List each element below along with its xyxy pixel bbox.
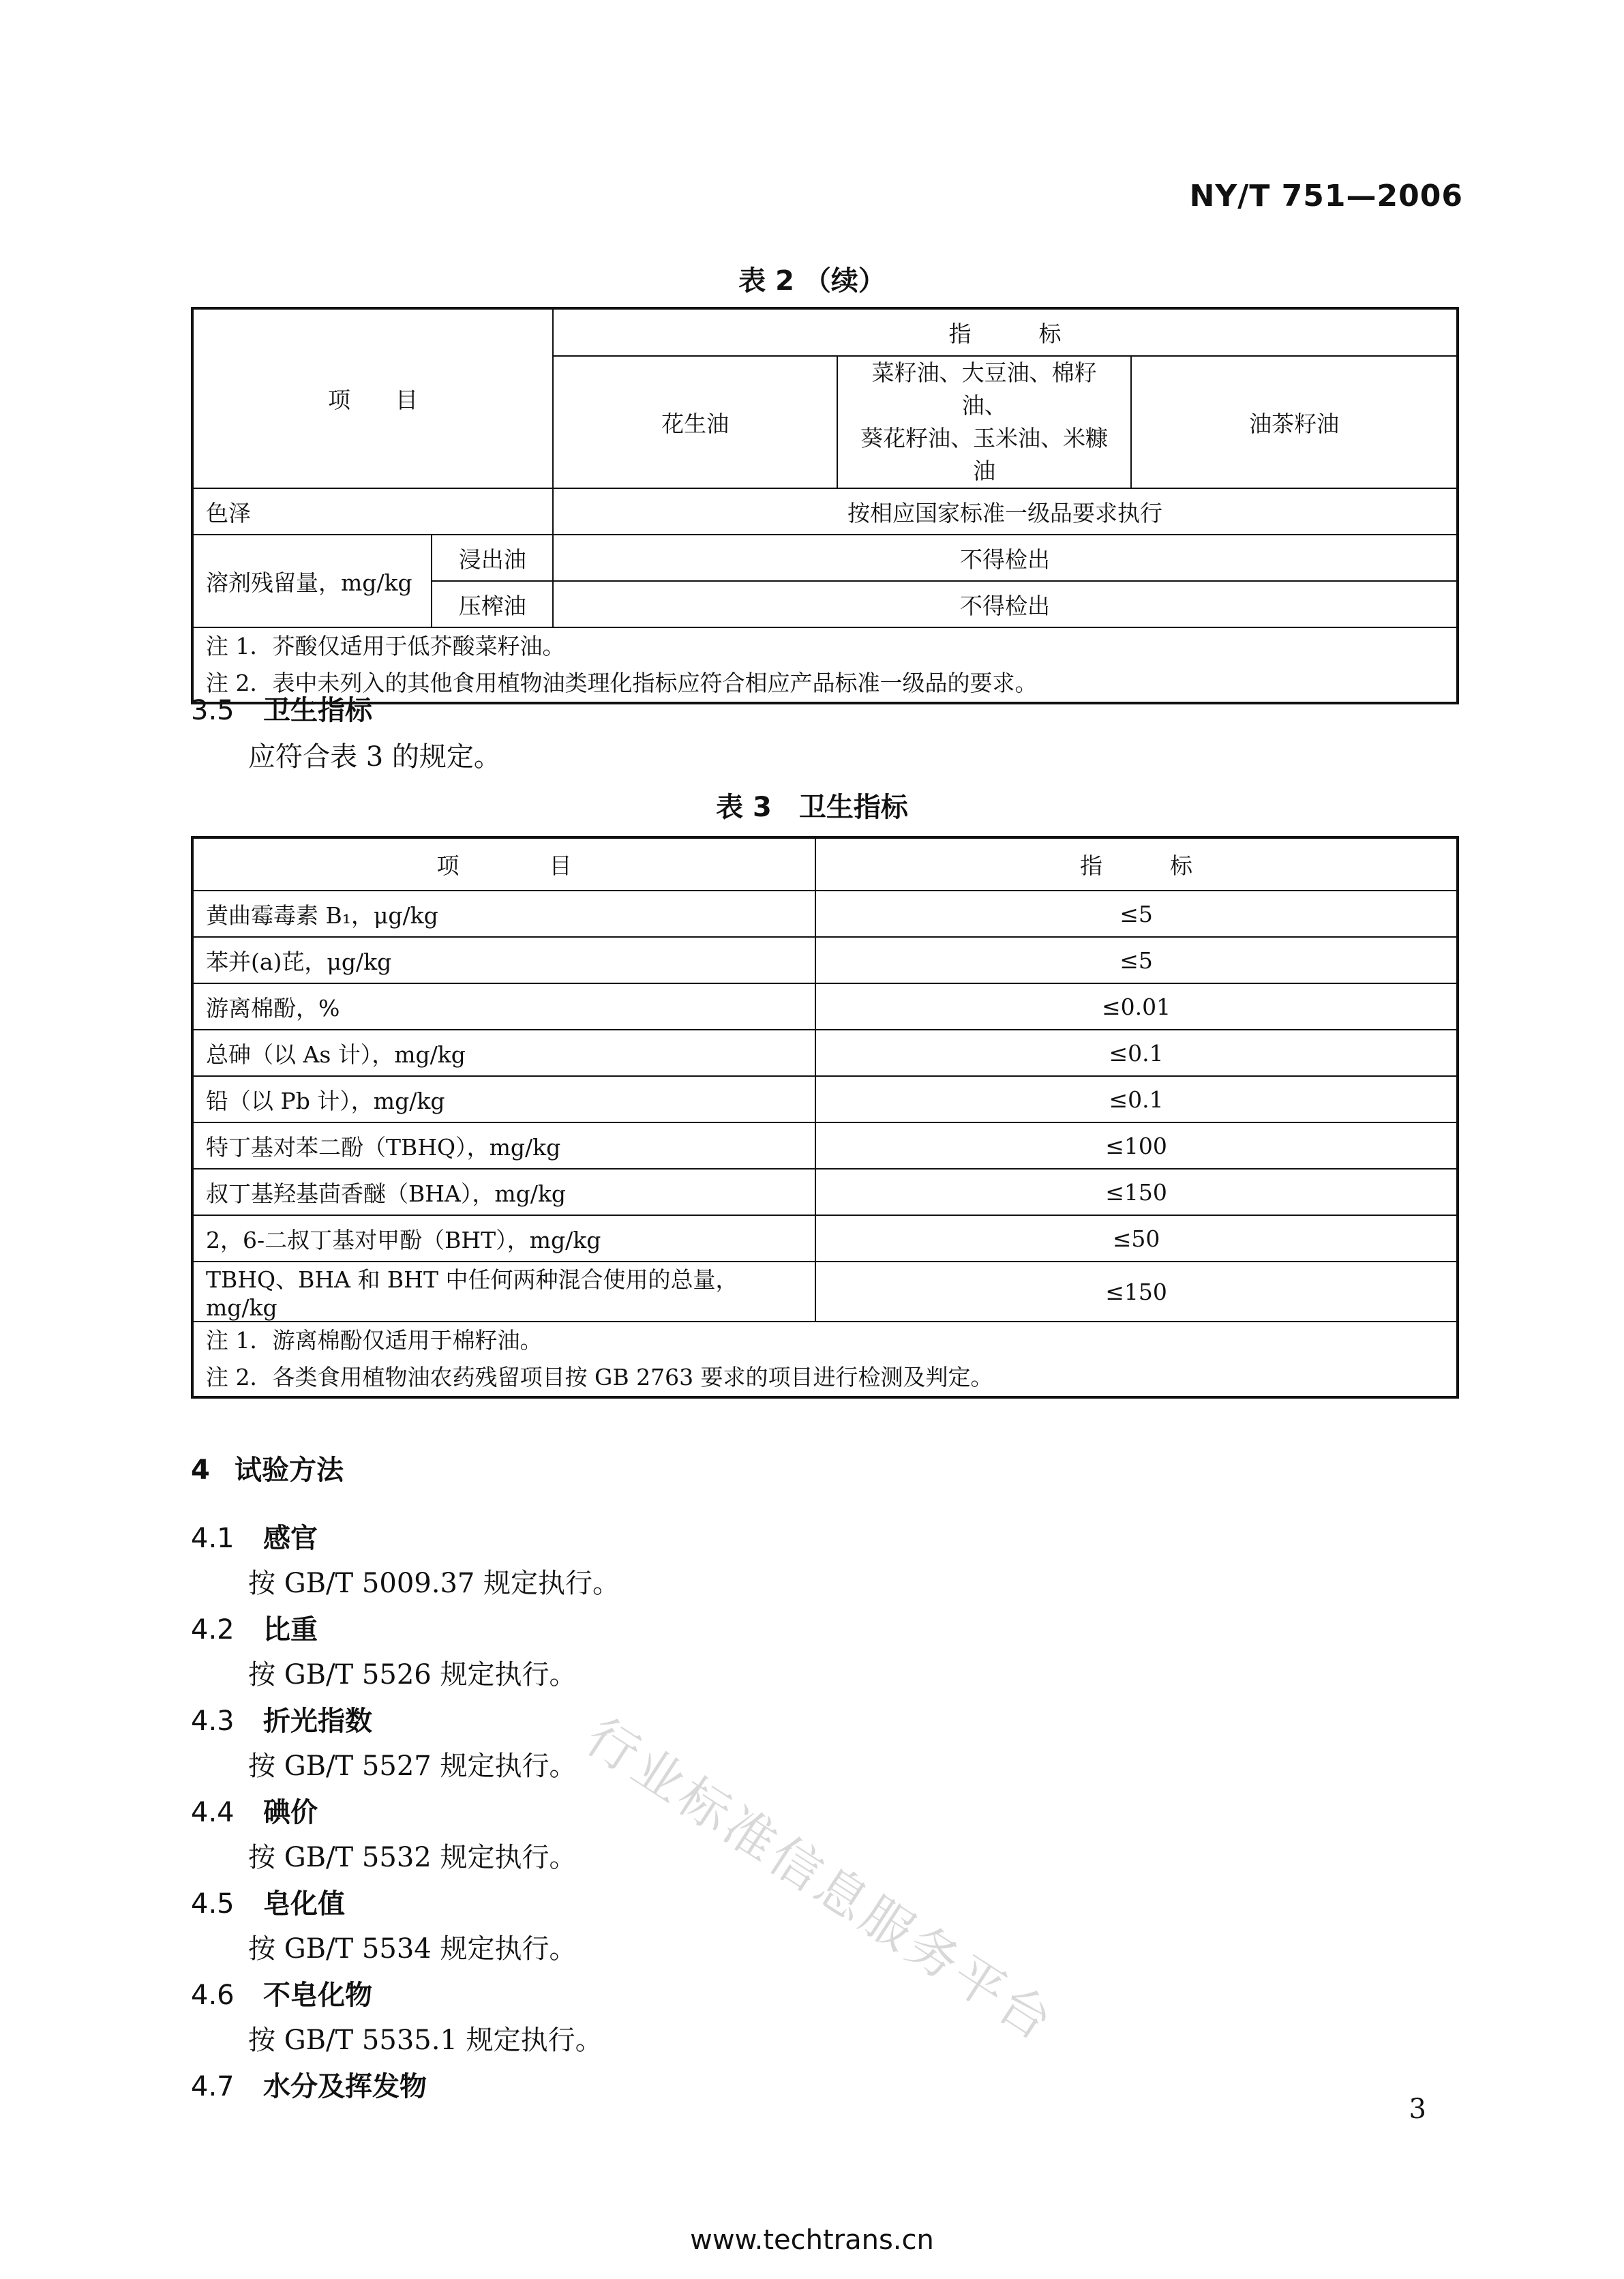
page-number: 3 bbox=[1409, 2094, 1426, 2125]
section-number: 4.4 bbox=[191, 1797, 235, 1828]
table3-value: ≤150 bbox=[815, 1262, 1458, 1322]
table3-item: 苯并(a)芘，μg/kg bbox=[192, 937, 815, 983]
section-title: 皂化值 bbox=[263, 1888, 345, 1920]
section-4-6-heading bbox=[191, 1973, 372, 2012]
section-number: 4.5 bbox=[191, 1888, 235, 1920]
table2-row-extracted-value: 不得检出 bbox=[553, 535, 1458, 581]
table3-head-item: 项 目 bbox=[192, 837, 815, 891]
section-number: 4.1 bbox=[191, 1523, 235, 1554]
table3-item: 铅（以 Pb 计），mg/kg bbox=[192, 1076, 815, 1122]
table3-value: ≤100 bbox=[815, 1122, 1458, 1169]
section-number: 4.3 bbox=[191, 1705, 235, 1737]
table2-note1: 注 1．芥酸仅适用于低芥酸菜籽油。 bbox=[206, 633, 565, 659]
table2-row-pressed-label: 压榨油 bbox=[432, 581, 553, 627]
table-row bbox=[192, 1030, 1458, 1076]
section-4-4-text: 按 GB/T 5532 规定执行。 bbox=[248, 1842, 577, 1873]
table-row bbox=[192, 1122, 1458, 1169]
table-row bbox=[192, 983, 1458, 1030]
table3-item: TBHQ、BHA 和 BHT 中任何两种混合使用的总量，mg/kg bbox=[192, 1262, 815, 1322]
section-4-5-text: 按 GB/T 5534 规定执行。 bbox=[248, 1933, 577, 1965]
table2-note2: 注 2．表中未列入的其他食用植物油类理化指标应符合相应产品标准一级品的要求。 bbox=[206, 670, 1038, 696]
table3-item: 总砷（以 As 计），mg/kg bbox=[192, 1030, 815, 1076]
table3-item: 特丁基对苯二酚（TBHQ），mg/kg bbox=[192, 1122, 815, 1169]
section-4-2-text: 按 GB/T 5526 规定执行。 bbox=[248, 1659, 577, 1690]
section-4-3-text: 按 GB/T 5527 规定执行。 bbox=[248, 1751, 577, 1782]
section-4-1-text: 按 GB/T 5009.37 规定执行。 bbox=[248, 1568, 620, 1599]
table2-caption: 表 2 （续） bbox=[738, 265, 886, 297]
section-number: 4.2 bbox=[191, 1614, 235, 1645]
table2-notes bbox=[192, 627, 1458, 703]
table-row bbox=[192, 1076, 1458, 1122]
section-3-5-text: 应符合表 3 的规定。 bbox=[248, 741, 501, 773]
table3-value: ≤5 bbox=[815, 937, 1458, 983]
table-row bbox=[192, 937, 1458, 983]
table2-col-camellia: 油茶籽油 bbox=[1131, 356, 1458, 488]
table3-item: 黄曲霉毒素 B₁，μg/kg bbox=[192, 891, 815, 937]
section-4-4-heading bbox=[191, 1791, 318, 1830]
table3-value: ≤0.1 bbox=[815, 1030, 1458, 1076]
table2-row-pressed-value: 不得检出 bbox=[553, 581, 1458, 627]
table3-item: 2，6-二叔丁基对甲酚（BHT），mg/kg bbox=[192, 1215, 815, 1262]
table3-value: ≤50 bbox=[815, 1215, 1458, 1262]
section-3-5-title: 卫生指标 bbox=[263, 695, 372, 726]
table-row bbox=[192, 1169, 1458, 1215]
table2-row-color-label: 色泽 bbox=[192, 488, 553, 535]
section-4-1-heading bbox=[191, 1517, 318, 1555]
table3-caption: 表 3 卫生指标 bbox=[716, 792, 908, 823]
table3-head-index: 指 标 bbox=[815, 837, 1458, 891]
table3-value: ≤0.1 bbox=[815, 1076, 1458, 1122]
watermark: 行业标准信息服务平台 bbox=[575, 1707, 1066, 2054]
table3-value: ≤5 bbox=[815, 891, 1458, 937]
table3-note1: 注 1．游离棉酚仅适用于棉籽油。 bbox=[206, 1327, 543, 1354]
standard-code: NY/T 751—2006 bbox=[1189, 179, 1463, 213]
table3-note2: 注 2．各类食用植物油农药残留项目按 GB 2763 要求的项目进行检测及判定。 bbox=[206, 1364, 993, 1390]
table3-value: ≤150 bbox=[815, 1169, 1458, 1215]
section-3-5-heading bbox=[191, 689, 372, 728]
section-title: 折光指数 bbox=[263, 1705, 372, 1737]
table3-value: ≤0.01 bbox=[815, 983, 1458, 1030]
table3-notes bbox=[192, 1322, 1458, 1397]
table2-col-mixed-line1: 菜籽油、大豆油、棉籽油、 bbox=[871, 359, 1097, 419]
table2-row-extracted-label: 浸出油 bbox=[432, 535, 553, 581]
section-number: 4.6 bbox=[191, 1980, 235, 2011]
section-title: 碘价 bbox=[263, 1797, 318, 1828]
table3-item: 游离棉酚，% bbox=[192, 983, 815, 1030]
section-title: 比重 bbox=[263, 1614, 318, 1645]
table-row bbox=[192, 1215, 1458, 1262]
table2-row-solvent-label: 溶剂残留量，mg/kg bbox=[192, 535, 432, 627]
table2-head-index: 指 标 bbox=[553, 308, 1458, 356]
table2-head-item: 项 目 bbox=[192, 308, 553, 488]
section-4-number: 4 bbox=[191, 1455, 210, 1486]
table3-item: 叔丁基羟基茴香醚（BHA），mg/kg bbox=[192, 1169, 815, 1215]
section-4-7-heading bbox=[191, 2065, 427, 2104]
section-4-heading bbox=[191, 1448, 344, 1487]
table2-col-mixed-line2: 葵花籽油、玉米油、米糠油 bbox=[860, 425, 1109, 484]
section-title: 水分及挥发物 bbox=[263, 2071, 427, 2102]
section-4-5-heading bbox=[191, 1882, 345, 1921]
table2-col-mixed bbox=[837, 356, 1131, 488]
table2-col-peanut: 花生油 bbox=[553, 356, 837, 488]
section-4-6-text: 按 GB/T 5535.1 规定执行。 bbox=[248, 2025, 603, 2056]
table3 bbox=[191, 836, 1459, 1399]
section-3-5-number: 3.5 bbox=[191, 695, 235, 726]
table-row bbox=[192, 1262, 1458, 1322]
section-title: 不皂化物 bbox=[263, 1980, 372, 2011]
table-row bbox=[192, 891, 1458, 937]
footer-url: www.techtrans.cn bbox=[690, 2224, 934, 2256]
table2-row-color-value: 按相应国家标准一级品要求执行 bbox=[553, 488, 1458, 535]
section-4-2-heading bbox=[191, 1608, 318, 1647]
section-number: 4.7 bbox=[191, 2071, 235, 2102]
table2 bbox=[191, 307, 1459, 704]
section-4-3-heading bbox=[191, 1699, 372, 1738]
section-4-title: 试验方法 bbox=[235, 1455, 344, 1486]
section-title: 感官 bbox=[263, 1523, 318, 1554]
